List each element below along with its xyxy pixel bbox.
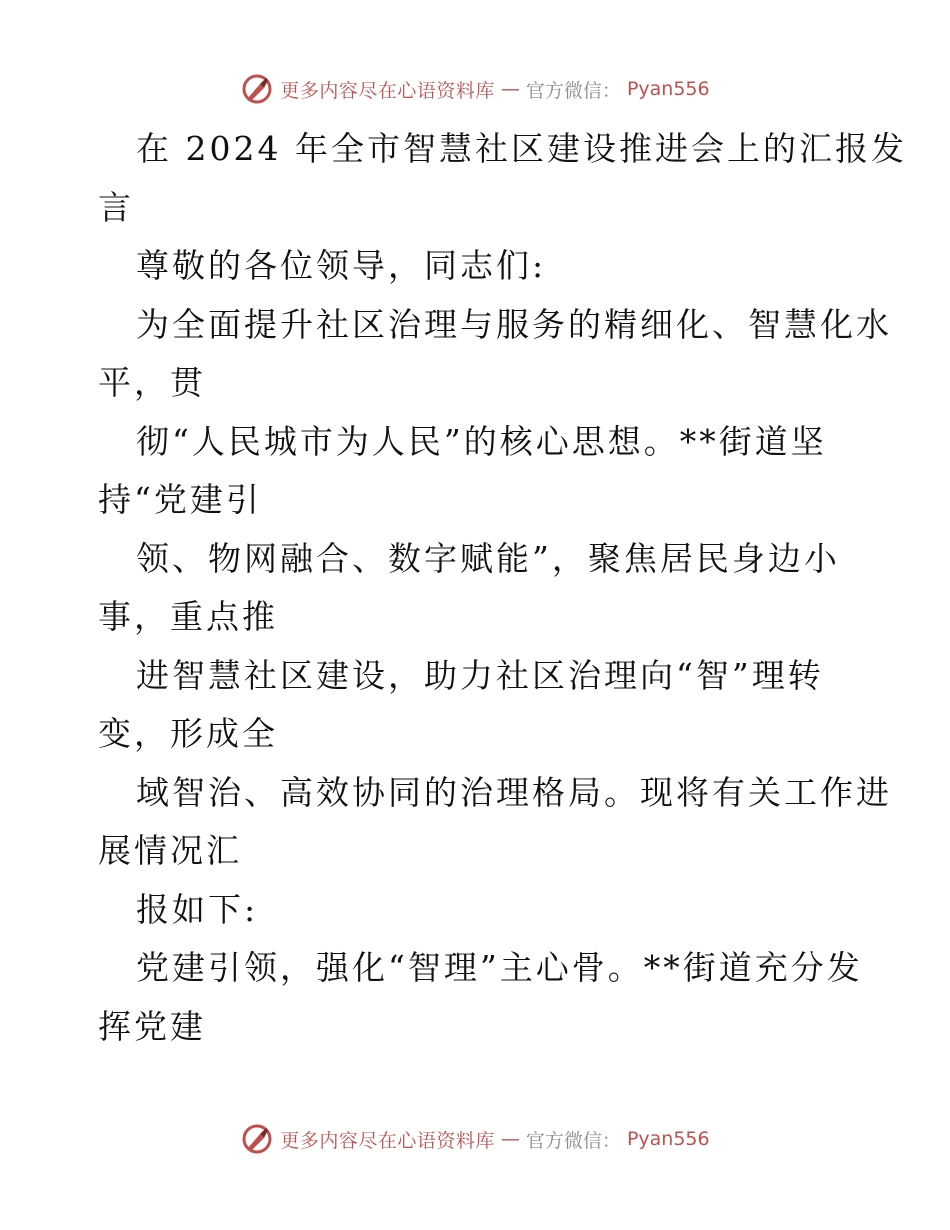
text-line: 展情况汇: [98, 831, 242, 870]
banner-label: 官方微信：: [525, 79, 621, 102]
text-line: 变，形成全: [98, 714, 278, 753]
text-line: 域智治、高效协同的治理格局。现将有关工作进: [136, 772, 892, 812]
header-banner: [0, 72, 950, 106]
text-line: 进智慧社区建设，助力社区治理向“智”理转: [136, 655, 824, 695]
text-line: 事，重点推: [98, 597, 278, 636]
banner-dash: —: [500, 78, 520, 100]
text-line: 持“党建引: [98, 480, 262, 519]
text-line: 为全面提升社区治理与服务的精细化、智慧化水: [136, 304, 892, 344]
pen-nib-logo-icon: [240, 72, 274, 106]
banner-handle: Pyan556: [626, 1128, 710, 1150]
text-line: 领、物网融合、数字赋能”，聚焦居民身边小: [136, 538, 840, 578]
text-line: 挥党建: [98, 1006, 206, 1046]
banner-text: 更多内容尽在心语资料库: [280, 1129, 495, 1152]
footer-banner: [0, 1122, 950, 1156]
text-line: 报如下:: [136, 889, 259, 929]
pen-nib-logo-icon: [240, 1122, 274, 1156]
document-body: [98, 120, 907, 1056]
banner-handle: Pyan556: [626, 78, 710, 100]
text-line: 在 2024 年全市智慧社区建设推进会上的汇报发: [136, 129, 907, 168]
banner-dash: —: [500, 1128, 520, 1150]
text-line: 言: [98, 187, 134, 227]
banner-text: 更多内容尽在心语资料库: [280, 79, 495, 102]
text-line: 彻“人民城市为人民”的核心思想。**街道坚: [136, 421, 827, 461]
banner-label: 官方微信：: [525, 1129, 621, 1152]
text-line: 尊敬的各位领导，同志们:: [136, 246, 547, 285]
text-line: 平，贯: [98, 363, 206, 402]
text-line: 党建引领，强化“智理”主心骨。**街道充分发: [136, 948, 863, 987]
